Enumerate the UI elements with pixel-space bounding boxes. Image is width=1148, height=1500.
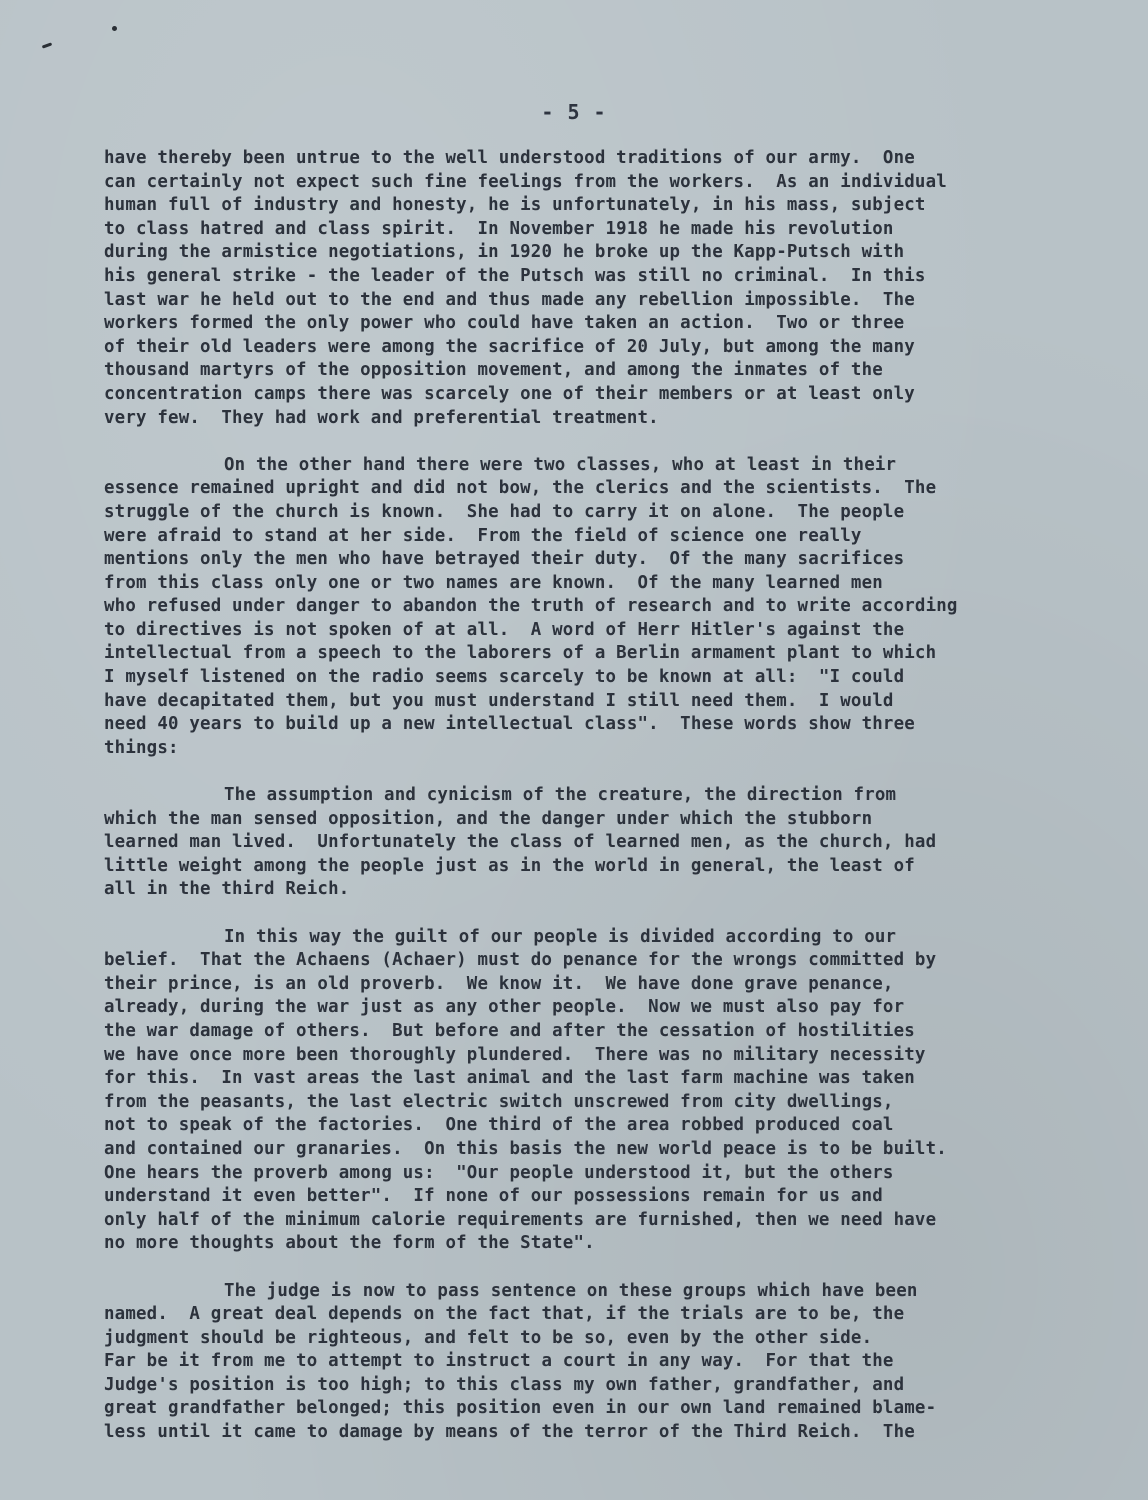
- text-line: were afraid to stand at her side. From the field of science one really: [104, 525, 862, 546]
- paragraph-3: [104, 784, 1064, 902]
- paragraph-1: [104, 147, 1064, 430]
- text-line: Far be it from me to attempt to instruct a court in any way. For that the: [104, 1351, 894, 1372]
- text-line: On the other hand there were two classes, who at least in their: [224, 454, 897, 475]
- text-line: workers formed the only power who could have taken an action. Two or three: [104, 313, 905, 334]
- text-line: to class hatred and class spirit. In November 1918 he made his revolution: [104, 218, 894, 239]
- text-line: concentration camps there was scarcely one of their members or at least only: [104, 383, 915, 404]
- text-line: named. A great deal depends on the fact that, if the trials are to be, the: [104, 1304, 905, 1325]
- text-line: intellectual from a speech to the laborers of a Berlin armament plant to which: [104, 643, 937, 664]
- text-line: less until it came to damage by means of the terror of the Third Reich. The: [104, 1422, 915, 1443]
- text-line: which the man sensed opposition, and the danger under which the stubborn: [104, 808, 873, 829]
- text-line: already, during the war just as any other people. Now we must also pay for: [104, 997, 905, 1018]
- text-line: of their old leaders were among the sacrifice of 20 July, but among the many: [104, 336, 915, 357]
- text-line: One hears the proverb among us: "Our people understood it, but the others: [104, 1162, 894, 1183]
- text-line: things:: [104, 737, 179, 758]
- text-line: can certainly not expect such fine feelings from the workers. As an individual: [104, 171, 947, 192]
- text-line: very few. They had work and preferential treatment.: [104, 407, 659, 428]
- text-line: judgment should be righteous, and felt to be so, even by the other side.: [104, 1327, 873, 1348]
- paragraph-4: [104, 926, 1064, 1256]
- text-line: during the armistice negotiations, in 1920 he broke up the Kapp-Putsch with: [104, 242, 905, 263]
- text-line: only half of the minimum calorie requirements are furnished, then we need have: [104, 1209, 937, 1230]
- text-line: understand it even better". If none of our possessions remain for us and: [104, 1186, 883, 1207]
- text-line: no more thoughts about the form of the State".: [104, 1233, 595, 1254]
- text-line: to directives is not spoken of at all. A word of Herr Hitler's against the: [104, 619, 905, 640]
- text-line: from the peasants, the last electric switch unscrewed from city dwellings,: [104, 1091, 894, 1112]
- paragraph-5: [104, 1280, 1064, 1445]
- text-line: The judge is now to pass sentence on these groups which have been: [224, 1280, 918, 1301]
- text-line: human full of industry and honesty, he is unfortunately, in his mass, subject: [104, 195, 926, 216]
- text-line: thousand martyrs of the opposition movement, and among the inmates of the: [104, 360, 883, 381]
- text-line: have decapitated them, but you must understand I still need them. I would: [104, 690, 894, 711]
- text-line: essence remained upright and did not bow, the clerics and the scientists. The: [104, 478, 937, 499]
- text-line: I myself listened on the radio seems scarcely to be known at all: "I could: [104, 667, 905, 688]
- text-line: have thereby been untrue to the well understood traditions of our army. One: [104, 148, 915, 168]
- document-body: [104, 147, 1064, 1468]
- page-number: - 5 -: [541, 100, 607, 124]
- text-line: not to speak of the factories. One third of the area robbed produced coal: [104, 1115, 894, 1136]
- ink-dot-mark: [112, 26, 117, 31]
- text-line: last war he held out to the end and thus made any rebellion impossible. The: [104, 289, 915, 310]
- paragraph-2: [104, 454, 1064, 761]
- text-line: The assumption and cynicism of the creature, the direction from: [224, 785, 897, 806]
- text-line: belief. That the Achaens (Achaer) must do penance for the wrongs committed by: [104, 950, 937, 971]
- text-line: little weight among the people just as in the world in general, the least of: [104, 855, 915, 876]
- text-line: from this class only one or two names are known. Of the many learned men: [104, 572, 883, 593]
- text-line: Judge's position is too high; to this class my own father, grandfather, and: [104, 1374, 905, 1395]
- text-line: all in the third Reich.: [104, 879, 350, 900]
- text-line: learned man lived. Unfortunately the class of learned men, as the church, had: [104, 832, 937, 853]
- text-line: we have once more been thoroughly plundered. There was no military necessity: [104, 1044, 926, 1065]
- text-line: the war damage of others. But before and after the cessation of hostilities: [104, 1020, 915, 1041]
- text-line: In this way the guilt of our people is divided according to our: [224, 926, 897, 947]
- text-line: need 40 years to build up a new intellectual class". These words show three: [104, 714, 915, 735]
- text-line: who refused under danger to abandon the truth of research and to write according: [104, 596, 958, 617]
- text-line: his general strike - the leader of the Putsch was still no criminal. In this: [104, 265, 926, 286]
- ink-dash-mark: [42, 42, 52, 48]
- text-line: great grandfather belonged; this position even in our own land remained blame-: [104, 1398, 937, 1419]
- text-line: mentions only the men who have betrayed their duty. Of the many sacrifices: [104, 549, 905, 570]
- text-line: for this. In vast areas the last animal and the last farm machine was taken: [104, 1068, 915, 1089]
- text-line: their prince, is an old proverb. We know it. We have done grave penance,: [104, 973, 894, 994]
- text-line: struggle of the church is known. She had to carry it on alone. The people: [104, 501, 905, 522]
- text-line: and contained our granaries. On this basis the new world peace is to be built.: [104, 1138, 947, 1159]
